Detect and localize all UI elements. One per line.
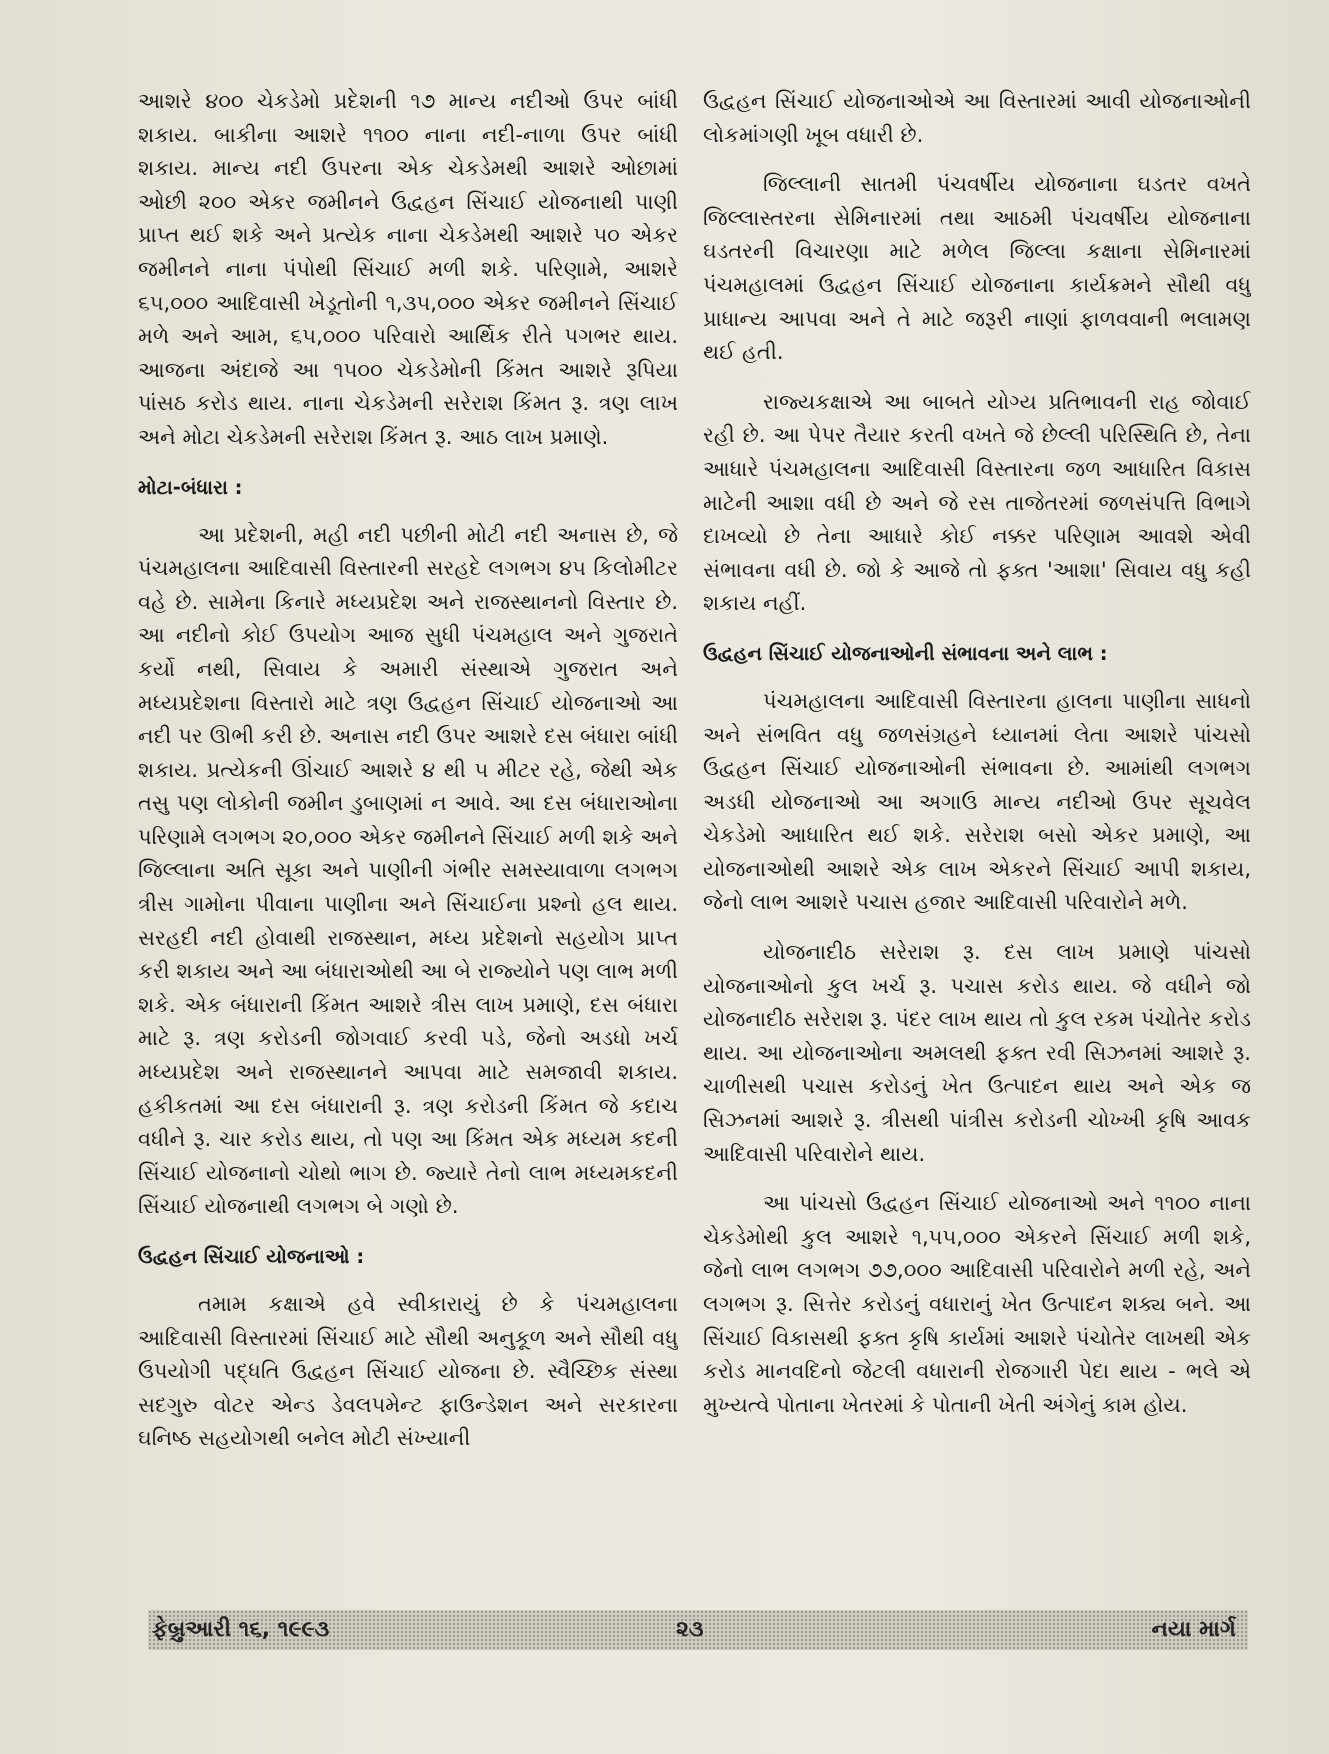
left-paragraph-1: આશરે ૪૦૦ ચેકડેમો પ્રદેશની ૧૭ માન્ય નદીઓ ઉપર બાંધી શકાય. બાકીના આશરે ૧૧૦૦ નાના નદી-નાળા ઉપર બાંધી શકાય. માન્ય નદી ઉપરના એક ચેકડેમથી આશરે ઓછામાં ઓછી ૨૦૦ એકર જમીનને ઉદ્વહન સિંચાઈ યોજનાથી પાણી પ્રાપ્ત થઈ શકે અને પ્રત્યેક નાના ચેકડેમથી આશરે ૫૦ એકર જમીનને નાના પંપોથી સિંચાઈ મળી શકે. પરિણામે, આશરે ૬૫,૦૦૦ આદિવાસી ખેડૂતોની ૧,૩૫,૦૦૦ એકર જમીનને સિંચાઈ મળે અને આમ, ૬૫,૦૦૦ પરિવારો આર્થિક રીતે પગભર થાય. આજના અંદાજે આ ૧૫૦૦ ચેકડેમોની કિંમત આશરે રૂપિયા પાંસઠ કરોડ થાય. નાના ચેકડેમની સરેરાશ કિંમત રૂ. ત્રણ લાખ અને મોટા ચેકડેમની સરેરાશ કિંમત રૂ. આઠ લાખ પ્રમાણે. bbox=[138, 89, 678, 449]
section-heading-big-dams: મોટા-બંધારા : bbox=[138, 475, 243, 499]
page-footer bbox=[148, 1610, 1248, 1650]
right-paragraph-1: ઉદ્વહન સિંચાઈ યોજનાઓએ આ વિસ્તારમાં આવી યોજનાઓની લોકમાંગણી ખૂબ વધારી છે. bbox=[703, 89, 1251, 147]
left-paragraph-3: તમામ કક્ષાએ હવે સ્વીકારાયું છે કે પંચમહાલના આદિવાસી વિસ્તારમાં સિંચાઈ માટે સૌથી અનુકૂળ અને સૌથી વધુ ઉપયોગી પદ્ધતિ ઉદ્વહન સિંચાઈ યોજના છે. સ્વૈચ્છિક સંસ્થા સદગુરુ વોટર એન્ડ ડેવલપમેન્ટ ફાઉન્ડેશન અને સરકારના ઘનિષ્ઠ સહયોગથી બનેલ મોટી સંખ્યાની bbox=[138, 1292, 678, 1451]
right-column bbox=[703, 85, 1251, 1595]
right-paragraph-2: જિલ્લાની સાતમી પંચવર્ષીય યોજનાના ઘડતર વખતે જિલ્લાસ્તરના સેમિનારમાં તથા આઠમી પંચવર્ષીય યોજનાના ઘડતરની વિચારણા માટે મળેલ જિલ્લા કક્ષાના સેમિનારમાં પંચમહાલમાં ઉદ્વહન સિંચાઈ યોજનાના કાર્યક્રમને સૌથી વધુ પ્રાધાન્ય આપવા અને તે માટે જરૂરી નાણાં ફાળવવાની ભલામણ થઈ હતી. bbox=[703, 172, 1251, 365]
right-paragraph-6: આ પાંચસો ઉદ્વહન સિંચાઈ યોજનાઓ અને ૧૧૦૦ નાના ચેકડેમોથી કુલ આશરે ૧,૫૫,૦૦૦ એકરને સિંચાઈ મળી શકે, જેનો લાભ લગભગ ૭૭,૦૦૦ આદિવાસી પરિવારોને મળી રહે, અને લગભગ રૂ. સિત્તેર કરોડનું વધારાનું ખેત ઉત્પાદન શક્ય બને. આ સિંચાઈ વિકાસથી ફક્ત કૃષિ કાર્યમાં આશરે પંચોતેર લાખથી એક કરોડ માનવદિનો જેટલી વધારાની રોજગારી પેદા થાય - ભલે એ મુખ્યત્વે પોતાના ખેતરમાં કે પોતાની ખેતી અંગેનું કામ હોય. bbox=[703, 1191, 1251, 1417]
left-paragraph-2: આ પ્રદેશની, મહી નદી પછીની મોટી નદી અનાસ છે, જે પંચમહાલના આદિવાસી વિસ્તારની સરહદે લગભગ ૪૫ કિલોમીટર વહે છે. સામેના કિનારે મધ્યપ્રદેશ અને રાજસ્થાનનો વિસ્તાર છે. આ નદીનો કોઈ ઉપયોગ આજ સુધી પંચમહાલ અને ગુજરાતે કર્યો નથી, સિવાય કે અમારી સંસ્થાએ ગુજરાત અને મધ્યપ્રદેશના વિસ્તારો માટે ત્રણ ઉદ્વહન સિંચાઈ યોજનાઓ આ નદી પર ઊભી કરી છે. અનાસ નદી ઉપર આશરે દસ બંધારા બાંધી શકાય. પ્રત્યેકની ઊંચાઈ આશરે ૪ થી ૫ મીટર રહે, જેથી એક તસુ પણ લોકોની જમીન ડુબાણમાં ન આવે. આ દસ બંધારાઓના પરિણામે લગભગ ૨૦,૦૦૦ એકર જમીનને સિંચાઈ મળી શકે અને જિલ્લાના અતિ સૂકા અને પાણીની ગંભીર સમસ્યાવાળા લગભગ ત્રીસ ગામોના પીવાના પાણીના અને સિંચાઈના પ્રશ્નો હલ થાય. સરહદી નદી હોવાથી રાજસ્થાન, મધ્ય પ્રદેશનો સહયોગ પ્રાપ્ત કરી શકાય અને આ બંધારાઓથી આ બે રાજ્યોને પણ લાભ મળી શકે. એક બંધારાની કિંમત આશરે ત્રીસ લાખ પ્રમાણે, દસ બંધારા માટે રૂ. ત્રણ કરોડની જોગવાઈ કરવી પડે, જેનો અડધો ખર્ચ મધ્યપ્રદેશ અને રાજસ્થાનને આપવા માટે સમજાવી શકાય. હકીકતમાં આ દસ બંધારાની રૂ. ત્રણ કરોડની કિંમત જે કદાચ વધીને રૂ. ચાર કરોડ થાય, તો પણ આ કિંમત એક મધ્યમ કદની સિંચાઈ યોજનાનો ચોથો ભાગ છે. જ્યારે તેનો લાભ મધ્યમકદની સિંચાઈ યોજનાથી લગભગ બે ગણો છે. bbox=[138, 522, 678, 1219]
left-column bbox=[138, 85, 678, 1595]
page-number: ૨૩ bbox=[676, 1617, 704, 1642]
section-heading-possibilities-benefits: ઉદ્વહન સિંચાઈ યોજનાઓની સંભાવના અને લાભ : bbox=[703, 641, 1108, 665]
section-heading-lift-irrigation: ઉદ્વહન સિંચાઈ યોજનાઓ : bbox=[138, 1245, 365, 1268]
footer-date: ફેબ્રુઆરી ૧૬, ૧૯૯૩ bbox=[152, 1617, 330, 1642]
right-paragraph-4: પંચમહાલના આદિવાસી વિસ્તારના હાલના પાણીના સાધનો અને સંભવિત વધુ જળસંગ્રહને ધ્યાનમાં લેતા આશરે પાંચસો ઉદ્વહન સિંચાઈ યોજનાઓની સંભાવના છે. આમાંથી લગભગ અડધી યોજનાઓ આ અગાઉ માન્ય નદીઓ ઉપર સૂચવેલ ચેકડેમો આધારિત થઈ શકે. સરેરાશ બસો એકર પ્રમાણે, આ યોજનાઓથી આશરે એક લાખ એકરને સિંચાઈ આપી શકાય, જેનો લાભ આશરે પચાસ હજાર આદિવાસી પરિવારોને મળે. bbox=[703, 688, 1251, 915]
magazine-name: નયા માર્ગ bbox=[1151, 1617, 1236, 1642]
right-paragraph-5: યોજનાદીઠ સરેરાશ રૂ. દસ લાખ પ્રમાણે પાંચસો યોજનાઓનો કુલ ખર્ચ રૂ. પચાસ કરોડ થાય. જે વધીને જો યોજનાદીઠ સરેરાશ રૂ. પંદર લાખ થાય તો કુલ રકમ પંચોતેર કરોડ થાય. આ યોજનાઓના અમલથી ફક્ત રવી સિઝનમાં આશરે રૂ. ચાળીસથી પચાસ કરોડનું ખેત ઉત્પાદન થાય અને એક જ સિઝનમાં આશરે રૂ. ત્રીસથી પાંત્રીસ કરોડની ચોખ્ખી કૃષિ આવક આદિવાસી પરિવારોને થાય. bbox=[703, 940, 1251, 1166]
right-paragraph-3: રાજ્યકક્ષાએ આ બાબતે યોગ્ય પ્રતિભાવની રાહ જોવાઈ રહી છે. આ પેપર તૈયાર કરતી વખતે જે છેલ્લી પરિસ્થિતિ છે, તેના આધારે પંચમહાલના આદિવાસી વિસ્તારના જળ આધારિત વિકાસ માટેની આશા વધી છે અને જે રસ તાજેતરમાં જળસંપત્તિ વિભાગે દાખવ્યો છે તેના આધારે કોઈ નક્કર પરિણામ આવશે એવી સંભાવના વધી છે. જો કે આજે તો ફક્ત 'આશા' સિવાય વધુ કહી શકાય નહીં. bbox=[703, 389, 1251, 616]
